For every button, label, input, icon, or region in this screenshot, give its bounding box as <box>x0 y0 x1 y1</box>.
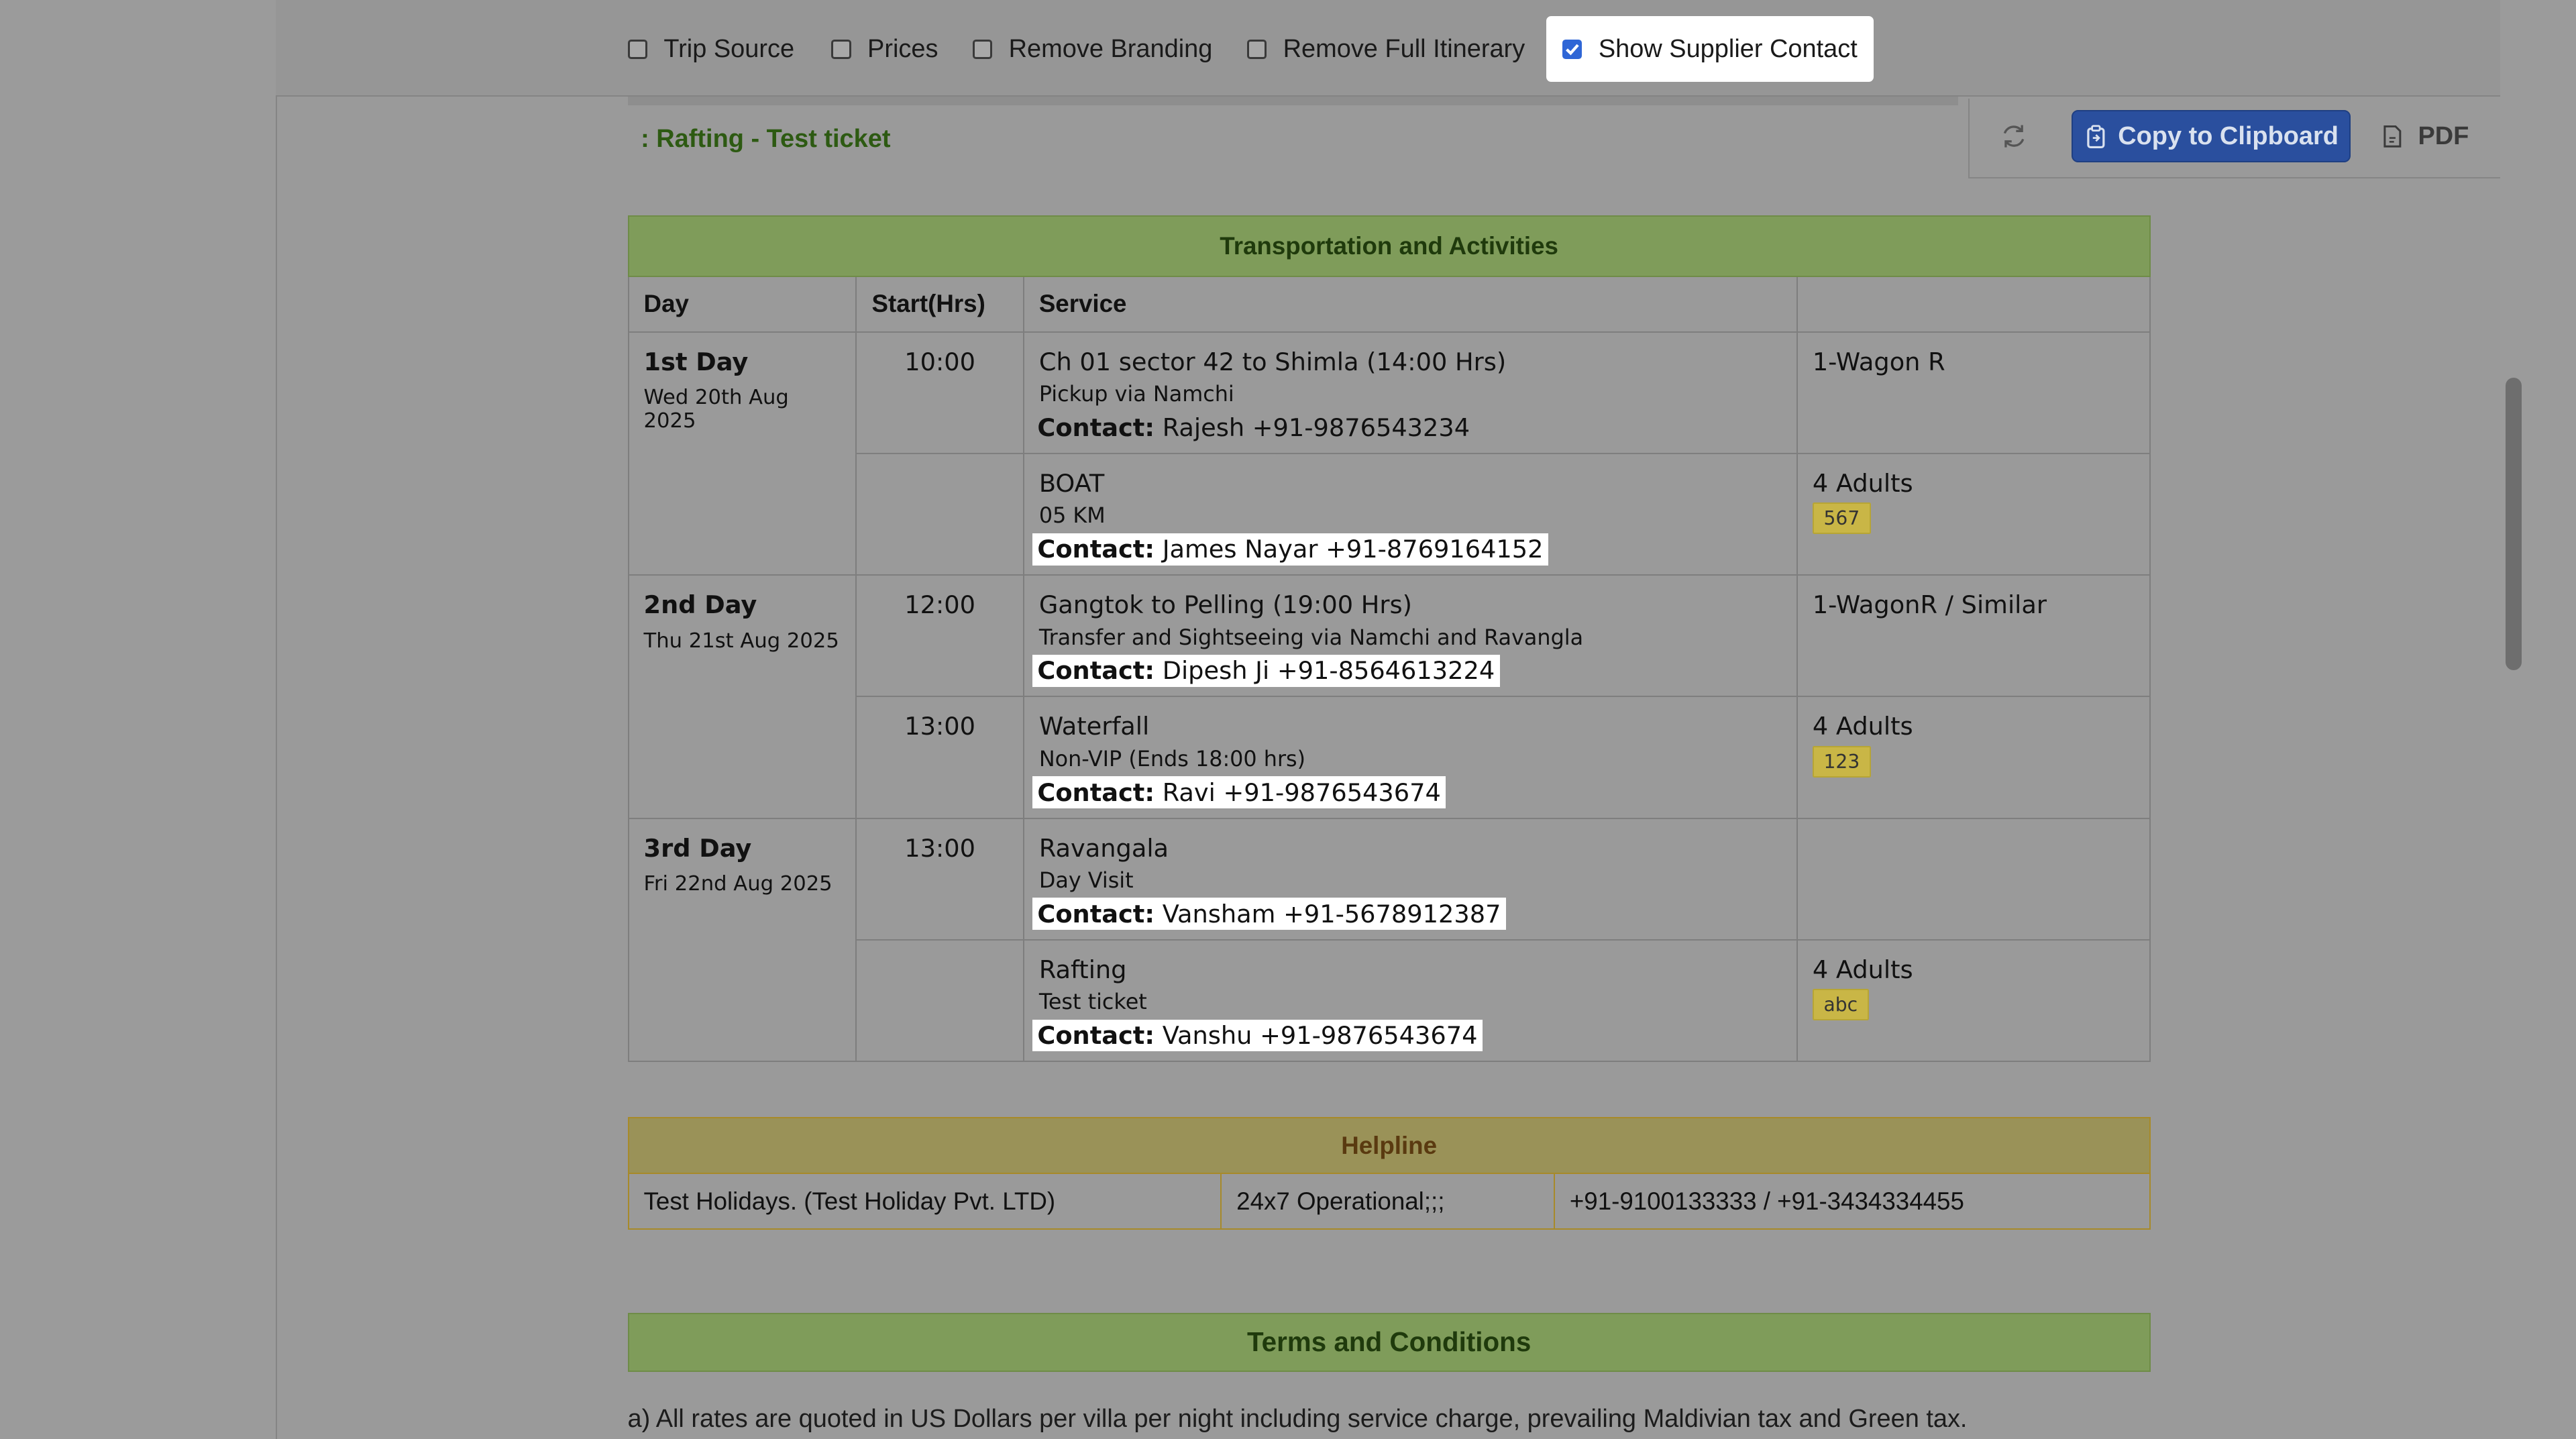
service-title: Gangtok to Pelling (19:00 Hrs) <box>1038 590 1412 620</box>
table-row <box>629 940 2150 1061</box>
day-title: 1st Day <box>643 347 749 376</box>
service-cell <box>1024 818 1797 940</box>
start-time: 13:00 <box>856 696 1023 818</box>
option-remove-full-itinerary[interactable] <box>1247 16 1525 82</box>
qty: 1-Wagon R <box>1812 347 1945 376</box>
remove-branding-checkbox[interactable] <box>973 40 992 59</box>
option-label: Show Supplier Contact <box>1598 34 1858 63</box>
day-date: Wed 20th Aug 2025 <box>643 386 789 433</box>
day-date: Fri 22nd Aug 2025 <box>643 872 833 896</box>
supplier-contact: Contact: Rajesh +91-9876543234 <box>1037 413 1470 442</box>
service-sub: Non-VIP (Ends 18:00 hrs) <box>1038 745 1306 771</box>
option-trip-source[interactable] <box>628 16 795 82</box>
copy-to-clipboard-button[interactable] <box>2072 110 2351 162</box>
copy-label: Copy to Clipboard <box>2118 121 2339 150</box>
service-cell <box>1024 454 1797 575</box>
refresh-icon[interactable] <box>1999 121 2032 154</box>
start-time: 12:00 <box>856 575 1023 696</box>
start-time <box>856 454 1023 575</box>
file-pdf-icon <box>2380 124 2405 149</box>
transport-table-title: Transportation and Activities <box>629 216 2150 276</box>
service-sub: Test ticket <box>1038 989 1147 1015</box>
service-title: Rafting <box>1038 955 1127 984</box>
service-cell <box>1024 575 1797 696</box>
scrollbar-thumb[interactable] <box>2506 378 2522 670</box>
qty: 4 Adults <box>1812 955 1913 984</box>
helpline-title: Helpline <box>629 1118 2150 1173</box>
option-prices[interactable] <box>831 16 938 82</box>
service-title: Ravangala <box>1038 833 1169 863</box>
pdf-label: PDF <box>2418 121 2469 150</box>
table-row <box>629 332 2150 454</box>
qty-cell <box>1797 940 2150 1061</box>
show-supplier-contact-checkbox[interactable] <box>1562 40 1582 59</box>
col-service: Service <box>1024 276 1797 332</box>
qty-cell <box>1797 818 2150 940</box>
day-cell <box>629 332 857 575</box>
helpline-table <box>628 1117 2151 1230</box>
qty-cell <box>1797 696 2150 818</box>
option-label: Remove Full Itinerary <box>1283 34 1525 63</box>
helpline-phones: +91-9100133333 / +91-3434334455 <box>1554 1173 2150 1229</box>
trip-source-checkbox[interactable] <box>628 40 647 59</box>
col-extra <box>1797 276 2150 332</box>
service-cell <box>1024 696 1797 818</box>
day-title: 2nd Day <box>643 590 757 620</box>
service-cell <box>1024 332 1797 454</box>
qty: 4 Adults <box>1812 712 1913 741</box>
service-sub: 05 KM <box>1038 502 1106 529</box>
option-show-supplier-contact[interactable] <box>1546 16 1874 82</box>
transport-table <box>628 215 2151 1062</box>
scrollbar-track[interactable] <box>2500 0 2576 1439</box>
price-tag: 123 <box>1813 746 1871 778</box>
qty-cell <box>1797 332 2150 454</box>
prices-checkbox[interactable] <box>831 40 851 59</box>
terms-line-a: a) All rates are quoted in US Dollars per villa per night including service charge, prevailing Maldivian tax and Green tax. <box>627 1404 1968 1433</box>
col-start: Start(Hrs) <box>856 276 1023 332</box>
qty-cell <box>1797 575 2150 696</box>
helpline-hours: 24x7 Operational;;; <box>1221 1173 1554 1229</box>
option-label: Trip Source <box>663 34 795 63</box>
export-toolbar <box>1968 99 2502 179</box>
option-label: Prices <box>867 34 938 63</box>
table-row <box>629 454 2150 575</box>
option-remove-branding[interactable] <box>973 16 1213 82</box>
supplier-contact: Contact: Vansham +91-5678912387 <box>1032 898 1506 930</box>
day-cell <box>629 575 857 818</box>
service-title: BOAT <box>1038 469 1105 498</box>
table-row <box>629 696 2150 818</box>
day-date: Thu 21st Aug 2025 <box>643 629 839 653</box>
check-icon <box>1564 41 1580 57</box>
supplier-contact: Contact: Vanshu +91-9876543674 <box>1032 1020 1483 1052</box>
price-tag: 567 <box>1813 502 1871 534</box>
service-cell <box>1024 940 1797 1061</box>
helpline-company: Test Holidays. (Test Holiday Pvt. LTD) <box>629 1173 1222 1229</box>
table-row <box>629 818 2150 940</box>
supplier-contact: Contact: James Nayar +91-8769164152 <box>1032 533 1548 566</box>
start-time: 13:00 <box>856 818 1023 940</box>
service-title: Waterfall <box>1038 712 1150 741</box>
service-title: Ch 01 sector 42 to Shimla (14:00 Hrs) <box>1038 347 1507 376</box>
qty-cell <box>1797 454 2150 575</box>
day-cell <box>629 818 857 1061</box>
terms-title: Terms and Conditions <box>628 1313 2151 1372</box>
price-tag: abc <box>1813 989 1869 1020</box>
service-sub: Transfer and Sightseeing via Namchi and Ravangla <box>1038 624 1584 650</box>
qty: 4 Adults <box>1812 469 1913 498</box>
table-row <box>629 575 2150 696</box>
service-sub: Day Visit <box>1038 867 1134 894</box>
supplier-contact: Contact: Ravi +91-9876543674 <box>1032 776 1446 808</box>
trip-service-line: : Rafting - Test ticket <box>641 125 891 154</box>
clipped-text-strip <box>628 95 1959 105</box>
pdf-button[interactable] <box>2380 110 2469 162</box>
start-time: 10:00 <box>856 332 1023 454</box>
service-sub: Pickup via Namchi <box>1038 381 1234 407</box>
remove-full-itinerary-checkbox[interactable] <box>1247 40 1267 59</box>
option-label: Remove Branding <box>1008 34 1213 63</box>
supplier-contact: Contact: Dipesh Ji +91-8564613224 <box>1032 655 1500 687</box>
start-time <box>856 940 1023 1061</box>
qty: 1-WagonR / Similar <box>1812 590 2047 620</box>
col-day: Day <box>629 276 857 332</box>
day-title: 3rd Day <box>643 833 752 863</box>
clipboard-icon <box>2084 124 2108 149</box>
